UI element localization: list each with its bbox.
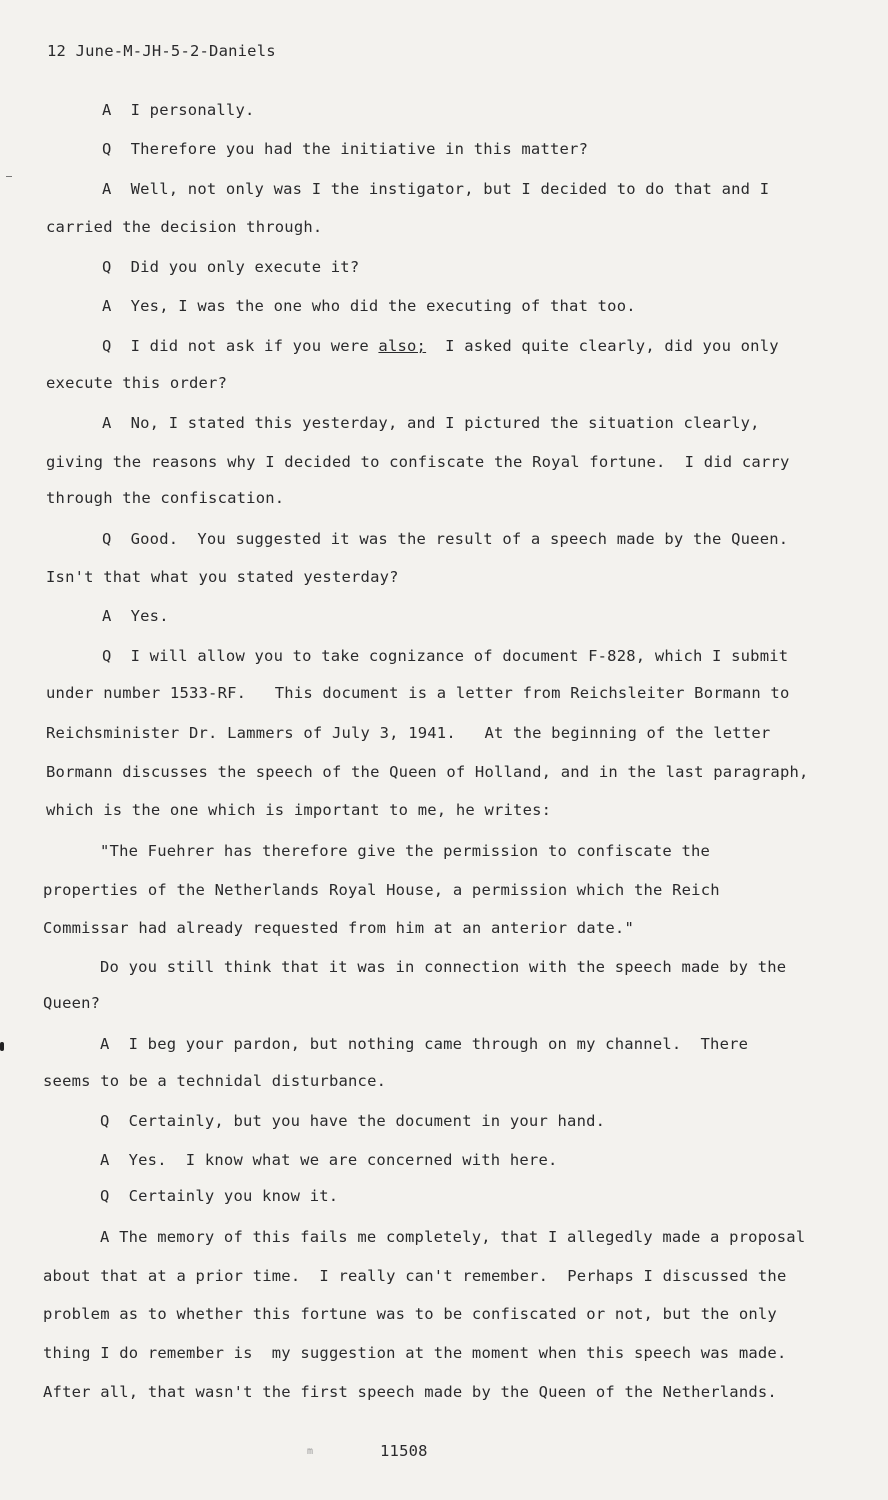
transcript-line: Q Certainly you know it. bbox=[100, 1187, 339, 1205]
transcript-line: giving the reasons why I decided to confiscate the Royal fortune. I did carry bbox=[46, 453, 790, 471]
transcript-line: seems to be a technidal disturbance. bbox=[43, 1072, 387, 1090]
transcript-line: execute this order? bbox=[46, 374, 228, 392]
transcript-line: Isn't that what you stated yesterday? bbox=[46, 568, 399, 586]
transcript-line: which is the one which is important to me, he writes: bbox=[46, 801, 552, 819]
transcript-line: After all, that wasn't the first speech made by the Queen of the Netherlands. bbox=[43, 1383, 777, 1401]
transcript-line: problem as to whether this fortune was to be confiscated or not, but the only bbox=[43, 1305, 777, 1323]
transcript-line: Q Therefore you had the initiative in this matter? bbox=[102, 140, 589, 158]
transcript-line: Commissar had already requested from him at an anterior date." bbox=[43, 919, 634, 937]
transcript-line: thing I do remember is my suggestion at the moment when this speech was made. bbox=[43, 1344, 787, 1362]
transcript-line: through the confiscation. bbox=[46, 489, 285, 507]
transcript-line: under number 1533-RF. This document is a letter from Reichsleiter Bormann to bbox=[46, 684, 790, 702]
transcript-line: A No, I stated this yesterday, and I pictured the situation clearly, bbox=[102, 414, 760, 432]
transcript-line: Do you still think that it was in connection with the speech made by the bbox=[100, 958, 787, 976]
transcript-line: "The Fuehrer has therefore give the permission to confiscate the bbox=[100, 842, 711, 860]
transcript-line: A The memory of this fails me completely, that I allegedly made a proposal bbox=[100, 1228, 806, 1246]
transcript-line: Q I will allow you to take cognizance of document F-828, which I submit bbox=[102, 647, 789, 665]
transcript-line bbox=[102, 337, 779, 355]
transcript-line: about that at a prior time. I really can't remember. Perhaps I discussed the bbox=[43, 1267, 787, 1285]
underlined-word: also; bbox=[378, 337, 427, 355]
line-text: Q I did not ask if you were bbox=[102, 337, 379, 355]
transcript-line: Queen? bbox=[43, 994, 101, 1012]
transcript-line: A Yes. bbox=[102, 607, 169, 625]
transcript-line: Bormann discusses the speech of the Queen of Holland, and in the last paragraph, bbox=[46, 763, 809, 781]
transcript-line: A I personally. bbox=[102, 101, 255, 119]
footer-mark: m bbox=[307, 1446, 314, 1457]
transcript-line: A Well, not only was I the instigator, but I decided to do that and I bbox=[102, 180, 770, 198]
line-text: I asked quite clearly, did you only bbox=[426, 337, 779, 355]
transcript-line: A Yes. I know what we are concerned with here. bbox=[100, 1151, 558, 1169]
transcript-line: Q Good. You suggested it was the result of a speech made by the Queen. bbox=[102, 530, 789, 548]
transcript-line: Q Did you only execute it? bbox=[102, 258, 360, 276]
page-number: 11508 bbox=[380, 1442, 428, 1460]
transcript-line: carried the decision through. bbox=[46, 218, 323, 236]
transcript-line: Q Certainly, but you have the document in your hand. bbox=[100, 1112, 606, 1130]
transcript-line: properties of the Netherlands Royal House, a permission which the Reich bbox=[43, 881, 720, 899]
margin-tick bbox=[6, 176, 12, 177]
margin-mark bbox=[0, 1042, 4, 1051]
transcript-line: Reichsminister Dr. Lammers of July 3, 1941. At the beginning of the letter bbox=[46, 724, 771, 742]
page-header: 12 June-M-JH-5-2-Daniels bbox=[47, 42, 276, 60]
transcript-line: A Yes, I was the one who did the executing of that too. bbox=[102, 297, 636, 315]
transcript-line: A I beg your pardon, but nothing came through on my channel. There bbox=[100, 1035, 749, 1053]
